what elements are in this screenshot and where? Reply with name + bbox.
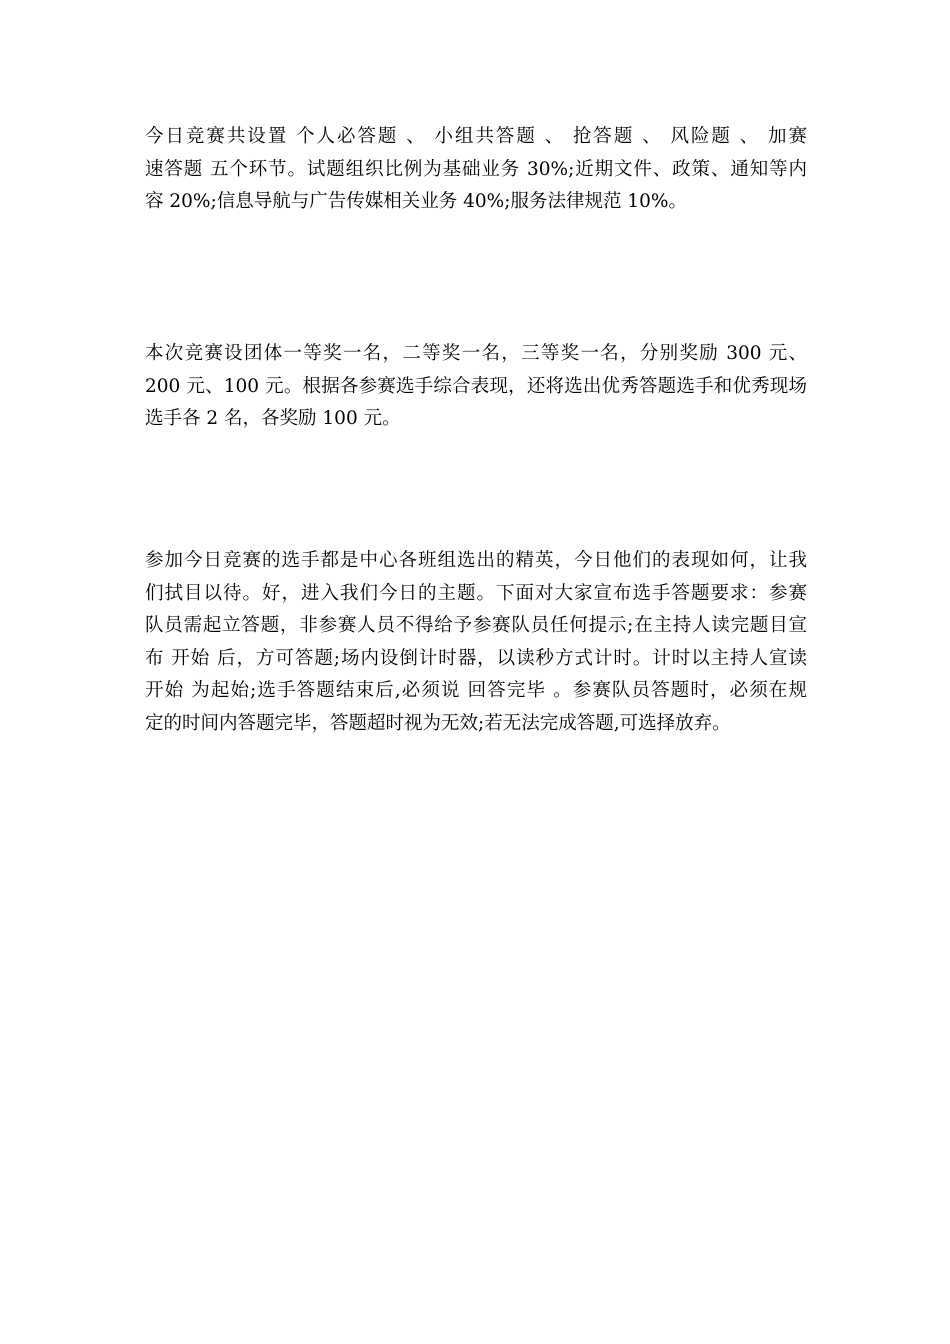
text-line: 速答题 五个环节。试题组织比例为基础业务 30%;近期文件、政策、通知等内 — [145, 158, 807, 180]
text-line: 布 开始 后，方可答题;场内设倒计时器，以读秒方式计时。计时以主持人宣读 — [145, 647, 807, 669]
text-line: 选手各 2 名，各奖励 100 元。 — [145, 408, 401, 429]
text-line: 200 元、100 元。根据各参赛选手综合表现，还将选出优秀答题选手和优秀现场 — [145, 375, 807, 397]
text-line: 容 20%;信息导航与广告传媒相关业务 40%;服务法律规范 10%。 — [145, 191, 687, 212]
text-line: 队员需起立答题，非参赛人员不得给予参赛队员任何提示;在主持人读完题目宣 — [145, 615, 807, 636]
text-line: 本次竞赛设团体一等奖一名，二等奖一名，三等奖一名，分别奖励 300 元、 — [145, 343, 807, 364]
paragraph-answer-rules — [145, 545, 807, 740]
paragraph-awards — [145, 338, 807, 436]
text-line: 今日竞赛共设置 个人必答题 、 小组共答题 、 抢答题 、 风险题 、 加赛 — [145, 126, 807, 147]
paragraph-competition-format — [145, 121, 807, 219]
text-line: 们拭目以待。好，进入我们今日的主题。下面对大家宣布选手答题要求：参赛 — [145, 582, 807, 604]
text-line: 参加今日竞赛的选手都是中心各班组选出的精英，今日他们的表现如何，让我 — [145, 550, 807, 571]
text-line: 定的时间内答题完毕，答题超时视为无效;若无法完成答题,可选择放弃。 — [145, 712, 731, 734]
text-line: 开始 为起始;选手答题结束后,必须说 回答完毕 。参赛队员答题时，必须在规 — [145, 680, 807, 701]
